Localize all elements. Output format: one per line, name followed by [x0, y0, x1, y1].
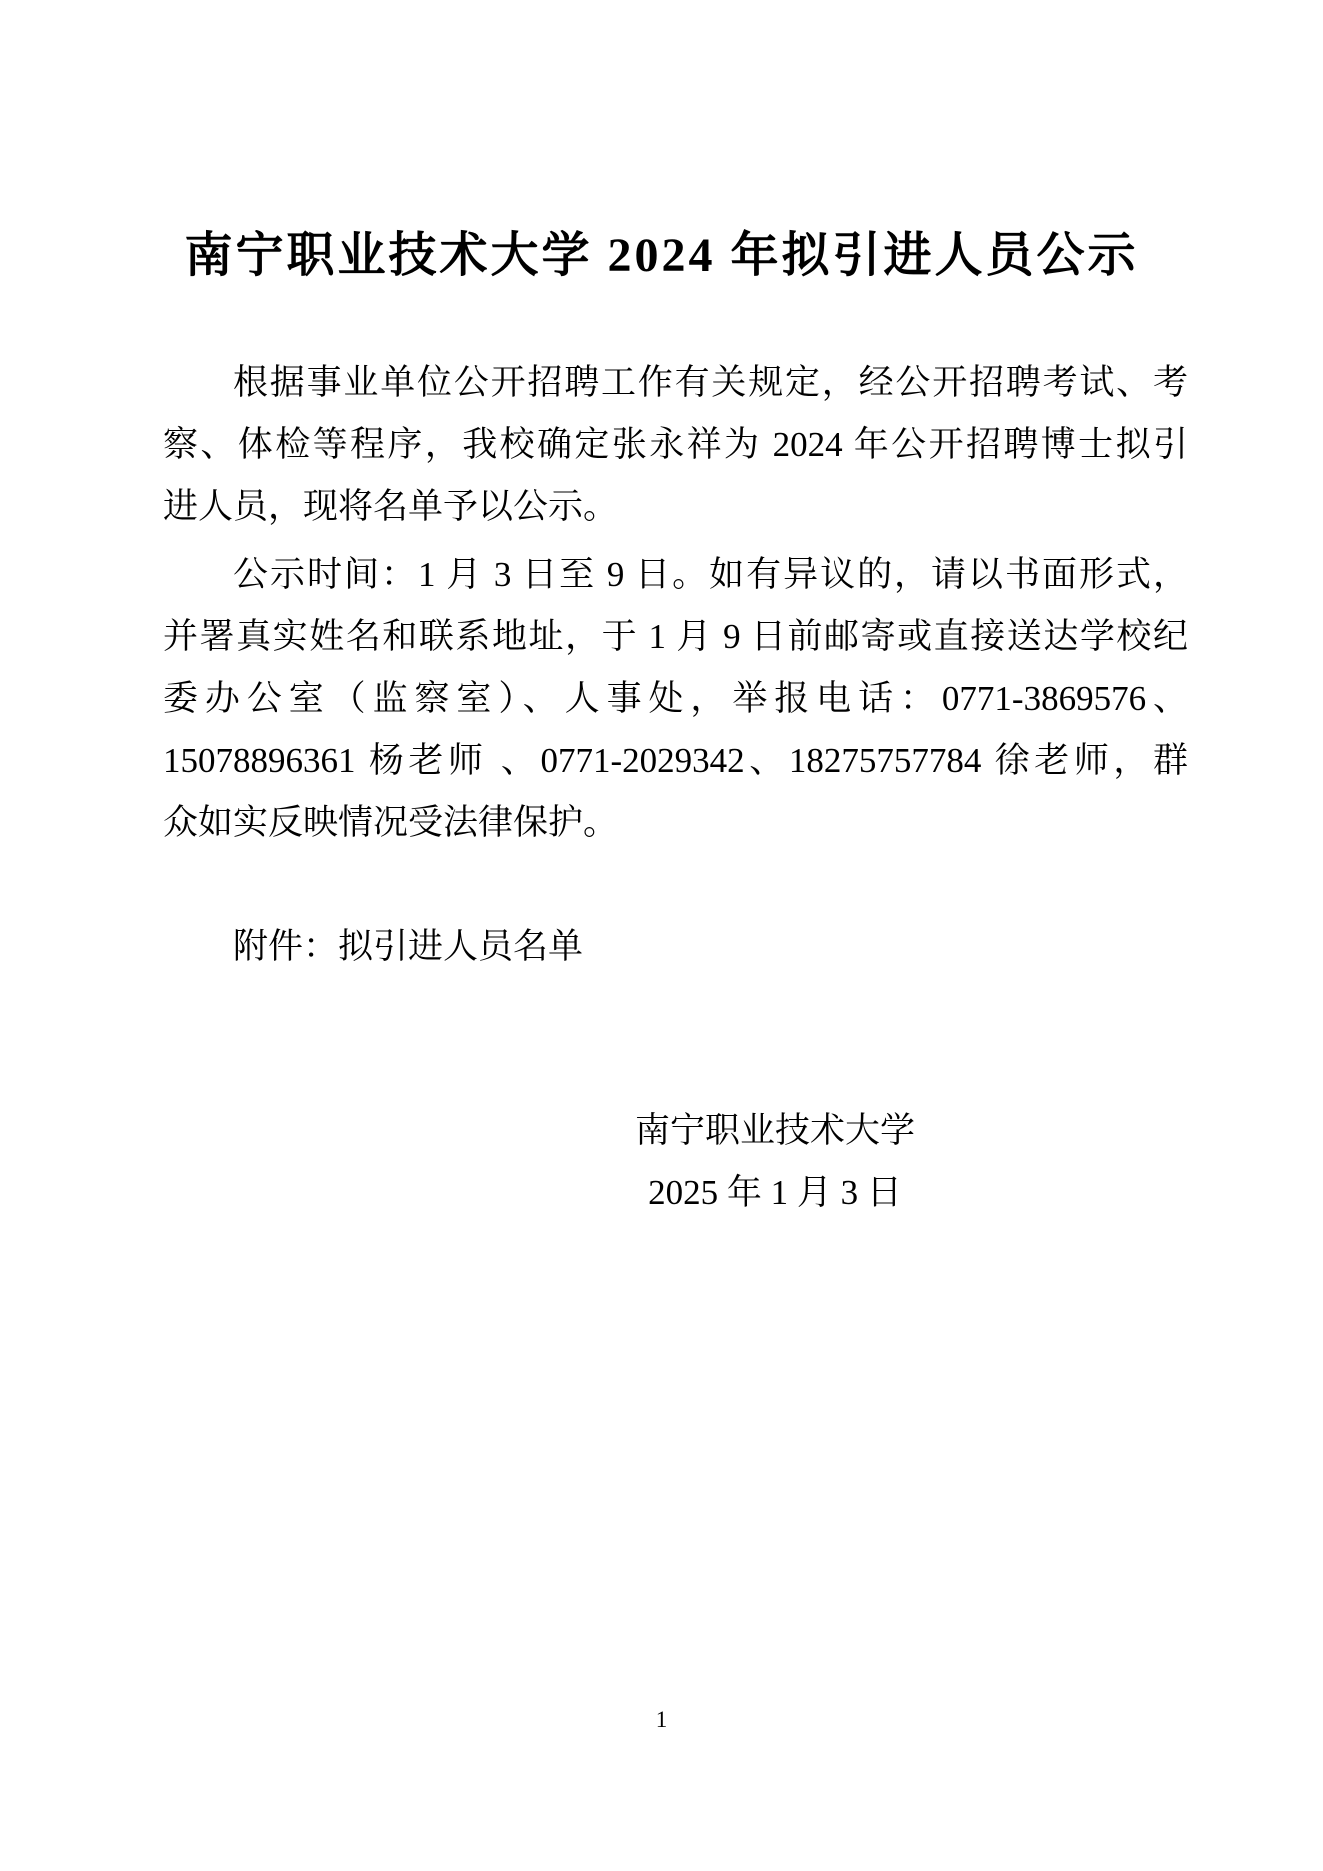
signature-block: [498, 1100, 1052, 1224]
signature-org: 南宁职业技术大学: [634, 1111, 915, 1150]
body-line: 察、体检等程序，我校确定张永祥为 2024 年公开招聘博士拟引: [163, 425, 1188, 464]
body-line: 进人员，现将名单予以公示。: [163, 487, 619, 526]
document-title: 南宁职业技术大学 2024 年拟引进人员公示: [184, 229, 1139, 282]
page-number: 1: [655, 1707, 668, 1732]
body-line: 众如实反映情况受法律保护。: [163, 803, 619, 842]
body-line: 根据事业单位公开招聘工作有关规定，经公开招聘考试、考: [233, 363, 1188, 402]
signature-date: 2025 年 1 月 3 日: [648, 1173, 902, 1212]
blank-line: [163, 854, 1188, 916]
body-line: 并署真实姓名和联系地址，于 1 月 9 日前邮寄或直接送达学校纪: [163, 617, 1188, 656]
body-line: 委办公室（监察室）、人事处，举报电话：0771-3869576、: [163, 679, 1188, 718]
attachment-line: 附件：拟引进人员名单: [233, 927, 584, 966]
body-line: 15078896361 杨老师 、0771-2029342、18275757784 徐老师，群: [163, 741, 1188, 780]
document-body: [163, 352, 1188, 978]
body-line: 公示时间：1 月 3 日至 9 日。如有异议的，请以书面形式，: [233, 555, 1188, 594]
